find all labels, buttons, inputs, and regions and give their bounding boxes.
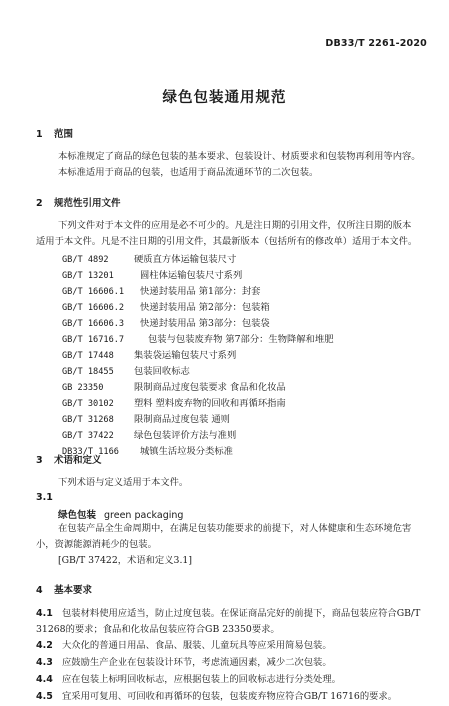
reference-title: 包装回收标志 — [134, 366, 190, 377]
reference-title: 包装与包装废弃物 第7部分：生物降解和堆肥 — [148, 334, 334, 345]
requirement-item-continued — [36, 621, 280, 635]
reference-code: GB/T 13201 — [62, 271, 114, 281]
section-number: 3 — [36, 455, 43, 466]
reference-code: GB 23350 — [62, 383, 104, 393]
reference-title: 限制商品过度包装 通则 — [134, 414, 230, 425]
scope-paragraph-2: 本标准适用于商品的包装，也适用于商品流通环节的二次包装。 — [58, 167, 319, 178]
section-title: 术语和定义 — [54, 455, 102, 466]
requirement-item — [36, 654, 332, 668]
term-source: [GB/T 37422，术语和定义3.1] — [58, 555, 192, 566]
requirement-item — [36, 671, 341, 685]
document-title: 绿色包装通用规范 — [162, 90, 287, 106]
term-number: 3.1 — [36, 492, 53, 503]
reference-code: GB/T 16716.7 — [62, 335, 125, 345]
reference-code: GB/T 31268 — [62, 415, 114, 425]
requirement-text: 应鼓励生产企业在包装设计环节，考虑流通因素，减少二次包装。 — [62, 657, 332, 668]
reference-code: GB/T 18455 — [62, 367, 114, 377]
section-number: 2 — [36, 198, 43, 209]
requirement-text: 大众化的普通日用品、食品、服装、儿童玩具等应采用简易包装。 — [62, 640, 332, 651]
reference-code: GB/T 30102 — [62, 399, 114, 409]
term-name — [58, 507, 183, 521]
section-title: 范围 — [54, 129, 74, 140]
reference-item — [62, 379, 286, 393]
reference-code: GB/T 37422 — [62, 431, 114, 441]
requirement-number: 4.1 — [36, 608, 53, 619]
reference-item — [62, 299, 270, 313]
requirement-text: 应在包装上标明回收标志，应根据包装上的回收标志进行分类处理。 — [62, 674, 341, 685]
reference-title: 绿色包装评价方法与准则 — [134, 430, 237, 441]
reference-item — [62, 283, 260, 297]
reference-item — [62, 315, 270, 329]
requirement-number: 4.5 — [36, 691, 53, 702]
standard-number: DB33/T 2261-2020 — [325, 38, 427, 49]
normative-intro-line-1: 下列文件对于本文件的应用是必不可少的。凡是注日期的引用文件，仅所注日期的版本 — [58, 220, 412, 231]
section-heading-basic-requirements — [36, 582, 92, 596]
section-title: 基本要求 — [54, 585, 93, 596]
section-heading-normative — [36, 195, 121, 209]
reference-title: 塑料 塑料废弃物的回收和再循环指南 — [134, 398, 286, 409]
reference-title: 限制商品过度包装要求 食品和化妆品 — [134, 382, 286, 393]
reference-title: 快递封装用品 第3部分：包装袋 — [140, 318, 270, 329]
reference-item — [62, 251, 236, 265]
reference-title: 快递封装用品 第2部分：包装箱 — [140, 302, 270, 313]
requirement-text: 31268的要求；食品和化妆品包装应符合GB 23350要求。 — [36, 624, 280, 635]
section-heading-scope — [36, 126, 73, 140]
terms-intro: 下列术语与定义适用于本文件。 — [58, 477, 189, 488]
reference-item — [62, 331, 334, 345]
requirement-number: 4.3 — [36, 657, 53, 668]
term-english: green packaging — [104, 510, 184, 521]
reference-title: 硬质直方体运输包装尺寸 — [134, 254, 237, 265]
reference-title: 快递封装用品 第1部分：封套 — [140, 286, 261, 297]
reference-item — [62, 395, 286, 409]
reference-code: GB/T 17448 — [62, 351, 114, 361]
section-number: 1 — [36, 129, 43, 140]
requirement-number: 4.4 — [36, 674, 53, 685]
requirement-number: 4.2 — [36, 640, 53, 651]
section-number: 4 — [36, 585, 43, 596]
term-definition-line-2: 小，资源能源消耗少的包装。 — [36, 539, 157, 550]
reference-code: DB33/T 1166 — [62, 447, 119, 457]
term-chinese: 绿色包装 — [58, 510, 97, 521]
reference-item — [62, 411, 230, 425]
term-definition-line-1: 在包装产品全生命周期中，在满足包装功能要求的前提下，对人体健康和生态环境危害 — [58, 523, 412, 534]
reference-item — [62, 267, 242, 281]
reference-code: GB/T 16606.1 — [62, 287, 125, 297]
requirement-item — [36, 688, 397, 702]
reference-item — [62, 363, 190, 377]
requirement-item — [36, 605, 420, 619]
requirement-text: 宜采用可复用、可回收和再循环的包装，包装废弃物应符合GB/T 16716的要求。 — [62, 691, 398, 702]
reference-title: 圆柱体运输包装尺寸系列 — [140, 270, 243, 281]
reference-item — [62, 427, 236, 441]
section-heading-terms — [36, 452, 102, 466]
reference-title: 城镇生活垃圾分类标准 — [140, 446, 233, 457]
requirement-text: 包装材料使用应适当，防止过度包装。在保证商品完好的前提下，商品包装应符合GB/T — [62, 608, 421, 619]
scope-paragraph-1: 本标准规定了商品的绿色包装的基本要求、包装设计、材质要求和包装物再利用等内容。 — [58, 151, 421, 162]
normative-intro-line-2: 适用于本文件。凡是不注日期的引用文件，其最新版本（包括所有的修改单）适用于本文件。 — [36, 236, 418, 247]
reference-code: GB/T 16606.2 — [62, 303, 125, 313]
requirement-item — [36, 637, 332, 651]
reference-code: GB/T 16606.3 — [62, 319, 125, 329]
reference-item — [62, 347, 236, 361]
section-title: 规范性引用文件 — [54, 198, 121, 209]
reference-title: 集装袋运输包装尺寸系列 — [134, 350, 237, 361]
reference-code: GB/T 4892 — [62, 255, 109, 265]
